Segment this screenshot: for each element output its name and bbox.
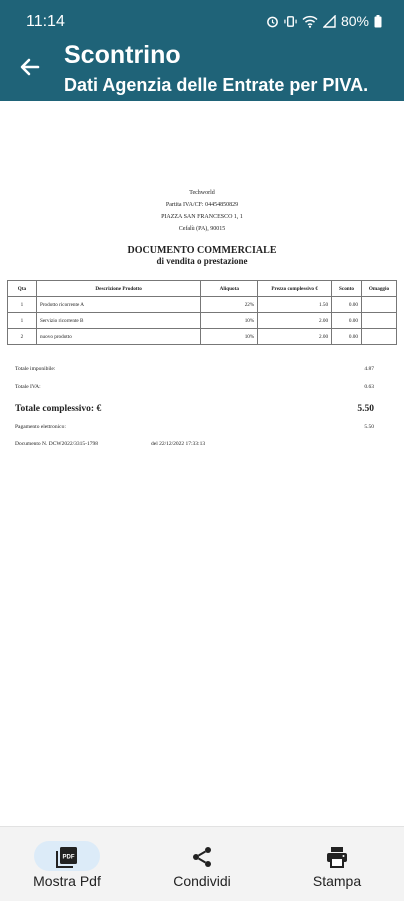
cell-rate: 10% (201, 329, 258, 345)
column-header: Descrizione Prodotto (36, 281, 200, 297)
back-arrow-icon[interactable] (18, 55, 42, 79)
status-bar (0, 0, 404, 44)
documento-date: del 22/12/2022 17:33:13 (151, 441, 206, 447)
cell-discount: 0.00 (332, 313, 362, 329)
bottom-action-bar (0, 826, 404, 901)
table-row (8, 297, 397, 313)
store-city: Cefalù (PA), 90015 (178, 226, 226, 232)
pagamento-label: Pagamento elettronico: (15, 424, 66, 430)
wifi-icon (302, 15, 318, 28)
store-name: Techworld (189, 190, 215, 196)
mostra-pdf-label: Mostra Pdf (33, 873, 101, 889)
cell-price: 1.50 (258, 297, 332, 313)
cell-discount: 0.00 (332, 297, 362, 313)
totale-imponibile-label: Totale imponibile: (15, 366, 56, 372)
document-subtitle: di vendita o prestazione (156, 256, 248, 266)
mostra-pdf-button[interactable] (0, 827, 134, 901)
vibrate-icon (284, 15, 297, 28)
document-title: DOCUMENTO COMMERCIALE (127, 245, 277, 256)
receipt-document (0, 101, 404, 826)
status-icons (266, 13, 382, 29)
battery-percent: 80% (340, 13, 369, 29)
items-table (7, 280, 397, 345)
cell-discount: 0.00 (332, 329, 362, 345)
cell-qty: 2 (8, 329, 37, 345)
app-bar (0, 0, 404, 101)
totale-iva-value: 0.63 (364, 384, 374, 390)
pdf-icon (55, 845, 79, 869)
column-header: Omaggio (361, 281, 396, 297)
column-header: Aliquota (201, 281, 258, 297)
alarm-icon (266, 15, 279, 28)
stampa-label: Stampa (312, 873, 362, 889)
signal-icon (323, 15, 336, 28)
column-header: Qta (8, 281, 37, 297)
documento-number: Documento N. DCW2022/3315-1798 (15, 441, 98, 447)
column-header: Sconto (332, 281, 362, 297)
print-icon (325, 845, 349, 869)
totale-complessivo-label: Totale complessivo: € (15, 404, 102, 414)
store-address: PIAZZA SAN FRANCESCO 1, 1 (161, 214, 243, 220)
totale-imponibile-value: 4.87 (364, 366, 374, 372)
totale-complessivo-value: 5.50 (357, 404, 374, 414)
battery-icon (374, 15, 382, 28)
table-header-row (8, 281, 397, 297)
totale-iva-label: Totale IVA: (15, 384, 41, 390)
pagamento-value: 5.50 (364, 424, 374, 430)
cell-description: nuovo prodotto (36, 329, 200, 345)
cell-gift (361, 297, 396, 313)
cell-price: 2.00 (258, 329, 332, 345)
condividi-label: Condividi (173, 873, 231, 889)
page-subtitle: Dati Agenzia delle Entrate per PIVA. (64, 75, 369, 95)
svg-text:PDF: PDF (62, 854, 75, 861)
cell-gift (361, 329, 396, 345)
share-icon (190, 845, 214, 869)
cell-description: Prodotto ricorrente A (36, 297, 200, 313)
store-vat: Partita IVA/CF: 04454850829 (165, 202, 239, 208)
stampa-button[interactable] (270, 827, 404, 901)
status-time: 11:14 (26, 13, 65, 30)
page-title: Scontrino (64, 41, 181, 69)
table-row (8, 329, 397, 345)
cell-price: 2.00 (258, 313, 332, 329)
table-row (8, 313, 397, 329)
condividi-button[interactable] (135, 827, 269, 901)
column-header: Prezzo complessivo € (258, 281, 332, 297)
cell-qty: 1 (8, 313, 37, 329)
cell-rate: 10% (201, 313, 258, 329)
cell-rate: 22% (201, 297, 258, 313)
cell-qty: 1 (8, 297, 37, 313)
cell-description: Servizio ricorrente B (36, 313, 200, 329)
cell-gift (361, 313, 396, 329)
